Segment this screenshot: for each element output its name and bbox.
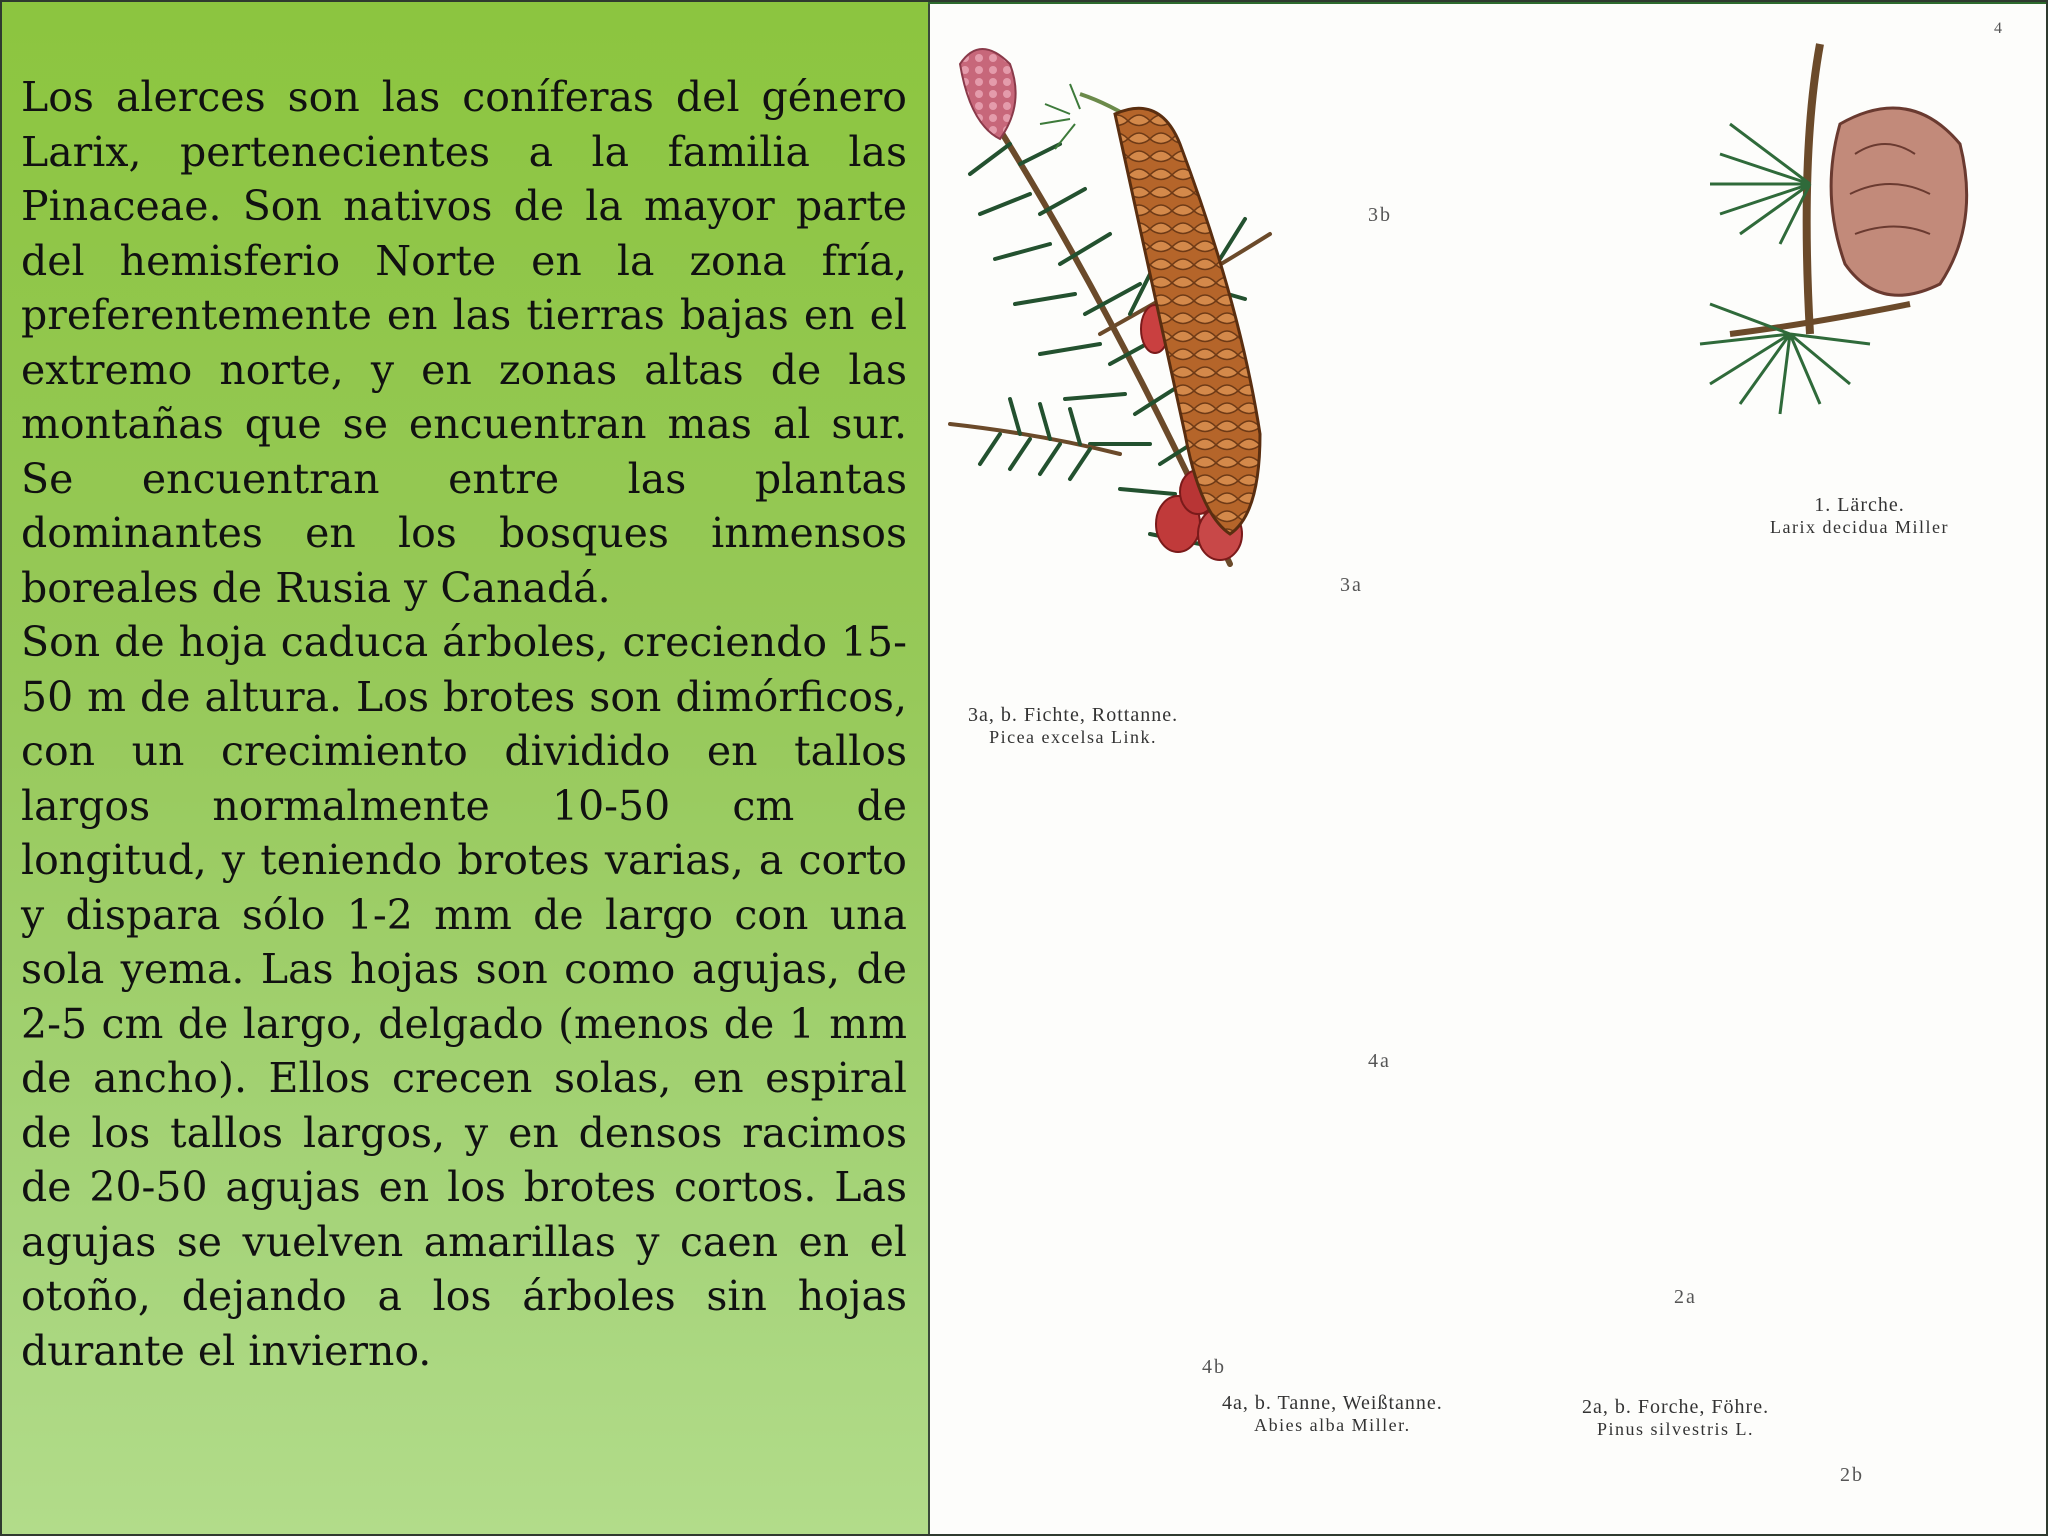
paragraph-description: Son de hoja caduca árboles, creciendo 15-50 m de altura. Los brotes son dimórficos, con un crecimiento dividido en tallos largos normalmente 10-50 cm de longitud, y teniendo brotes varias, a corto y dispara sólo 1-2 mm de largo con una sola yema. Las hojas son como agujas, de 2-5 cm de largo, delgado (menos de 1 mm de ancho). Ellos crecen solas, en espiral de los tallos largos, y en densos racimos de 20-50 agujas en los brotes cortos. Las agujas se vuelven amarillas y caen en el otoño, dejando a los árboles sin hojas durante el invierno. <box>21 618 907 1375</box>
text-panel <box>0 0 930 1536</box>
label-3a: 3a <box>1340 574 1363 596</box>
caption-pinus-common: 2a, b. Forche, Föhre. <box>1582 1396 1770 1418</box>
caption-pinus-latin: Pinus silvestris L. <box>1597 1419 1755 1439</box>
caption-picea-common: 3a, b. Fichte, Rottanne. <box>968 704 1179 726</box>
plate-page-number: 4 <box>1994 20 2004 37</box>
botanical-plate-image <box>930 4 2046 1534</box>
paragraph-intro: Los alerces son las coníferas del género Larix, pertenecientes a la familia las Pinaceae. Son nativos de la mayor parte del hemisferio Norte en la zona fría, preferentemente en las tierras bajas en el extremo norte, y en zonas altas de las montañas que se encuentran mas al sur. Se encuentran entre las plantas dominantes en los bosques inmensos boreales de Rusia y Canadá. <box>21 73 907 612</box>
caption-picea <box>968 704 1178 748</box>
caption-abies-common: 4a, b. Tanne, Weißtanne. <box>1222 1392 1443 1414</box>
caption-larix <box>1770 494 1949 538</box>
label-2b: 2b <box>1840 1464 1864 1486</box>
body-text <box>21 70 907 1378</box>
conifer-illustration <box>930 4 2046 1534</box>
caption-larix-latin: Larix decidua Miller <box>1770 517 1949 537</box>
label-4a: 4a <box>1368 1050 1391 1072</box>
caption-picea-latin: Picea excelsa Link. <box>989 727 1158 747</box>
caption-larix-common: 1. Lärche. <box>1814 494 1905 516</box>
label-4b: 4b <box>1202 1356 1226 1378</box>
caption-abies-latin: Abies alba Miller. <box>1254 1415 1411 1435</box>
caption-pinus <box>1582 1396 1769 1440</box>
caption-abies <box>1222 1392 1443 1436</box>
label-3b: 3b <box>1368 204 1392 226</box>
label-2a: 2a <box>1674 1286 1697 1308</box>
larch-branch <box>1700 44 1967 414</box>
